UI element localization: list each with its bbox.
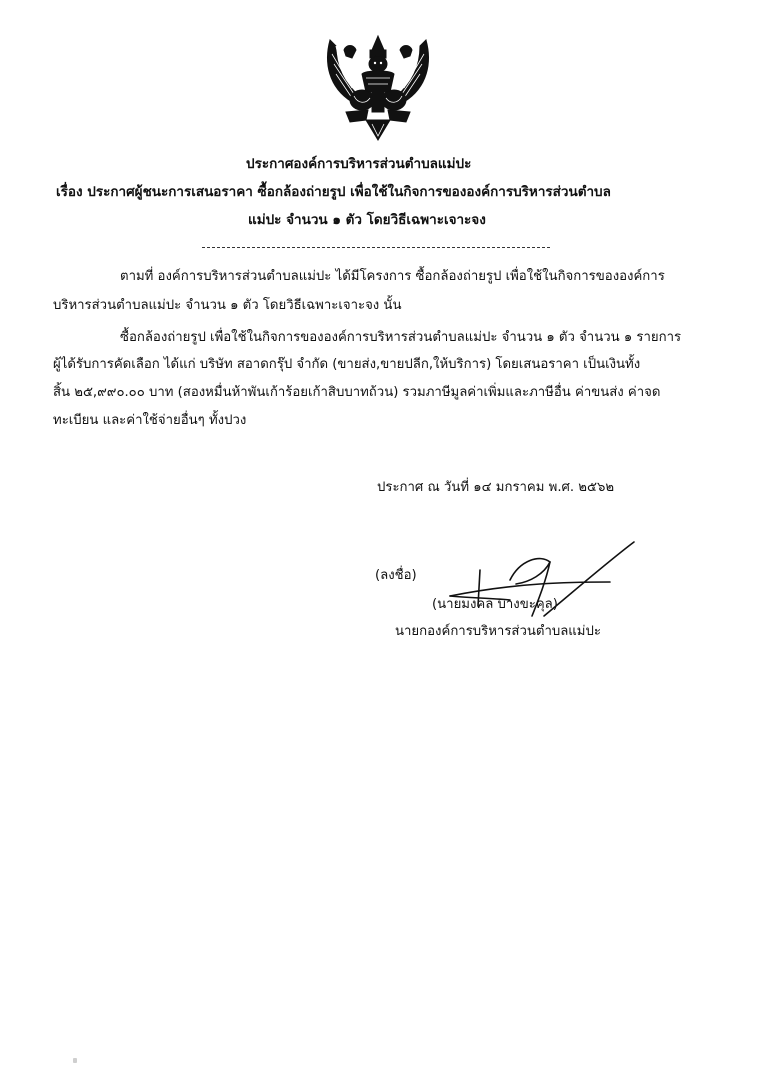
body-paragraph2-line3: สิ้น ๒๕,๙๙๐.๐๐ บาท (สองหมื่นห้าพันเก้าร้อยเก้าสิบบาทถ้วน) รวมภาษีมูลค่าเพิ่มและภาษีอื่น ค่าขนส่ง ค่าจด bbox=[53, 385, 661, 400]
garuda-emblem-icon bbox=[322, 32, 434, 142]
body-paragraph1-line2: บริหารส่วนตำบลแม่ปะ จำนวน ๑ ตัว โดยวิธีเฉพาะเจาะจง นั้น bbox=[53, 298, 402, 313]
dashed-divider bbox=[202, 247, 550, 248]
signatory-position: นายกองค์การบริหารส่วนตำบลแม่ปะ bbox=[395, 624, 601, 639]
signatory-name: (นายมงคล บางขะคุล) bbox=[432, 597, 558, 612]
scan-speck bbox=[73, 1058, 77, 1063]
body-paragraph1-line1: ตามที่ องค์การบริหารส่วนตำบลแม่ปะ ได้มีโครงการ ซื้อกล้องถ่ายรูป เพื่อใช้ในกิจการขององค์การ bbox=[120, 269, 665, 284]
announcement-subject-line1: เรื่อง ประกาศผู้ชนะการเสนอราคา ซื้อกล้องถ่ายรูป เพื่อใช้ในกิจการขององค์การบริหารส่วนตำบล bbox=[56, 184, 611, 200]
body-paragraph2-line2: ผู้ได้รับการคัดเลือก ได้แก่ บริษัท สอาดกรุ๊ป จำกัด (ขายส่ง,ขายปลีก,ให้บริการ) โดยเสนอราคา เป็นเงินทั้ง bbox=[53, 357, 641, 372]
announcement-subject-line2: แม่ปะ จำนวน ๑ ตัว โดยวิธีเฉพาะเจาะจง bbox=[248, 212, 486, 228]
body-paragraph2-line1: ซื้อกล้องถ่ายรูป เพื่อใช้ในกิจการขององค์การบริหารส่วนตำบลแม่ปะ จำนวน ๑ ตัว จำนวน ๑ รายการ bbox=[120, 330, 682, 345]
signature-label: (ลงชื่อ) bbox=[375, 568, 417, 583]
handwritten-signature-icon bbox=[440, 540, 640, 630]
announcement-heading: ประกาศองค์การบริหารส่วนตำบลแม่ปะ bbox=[246, 156, 472, 172]
announcement-date: ประกาศ ณ วันที่ ๑๔ มกราคม พ.ศ. ๒๕๖๒ bbox=[377, 480, 615, 495]
body-paragraph2-line4: ทะเบียน และค่าใช้จ่ายอื่นๆ ทั้งปวง bbox=[53, 413, 247, 428]
